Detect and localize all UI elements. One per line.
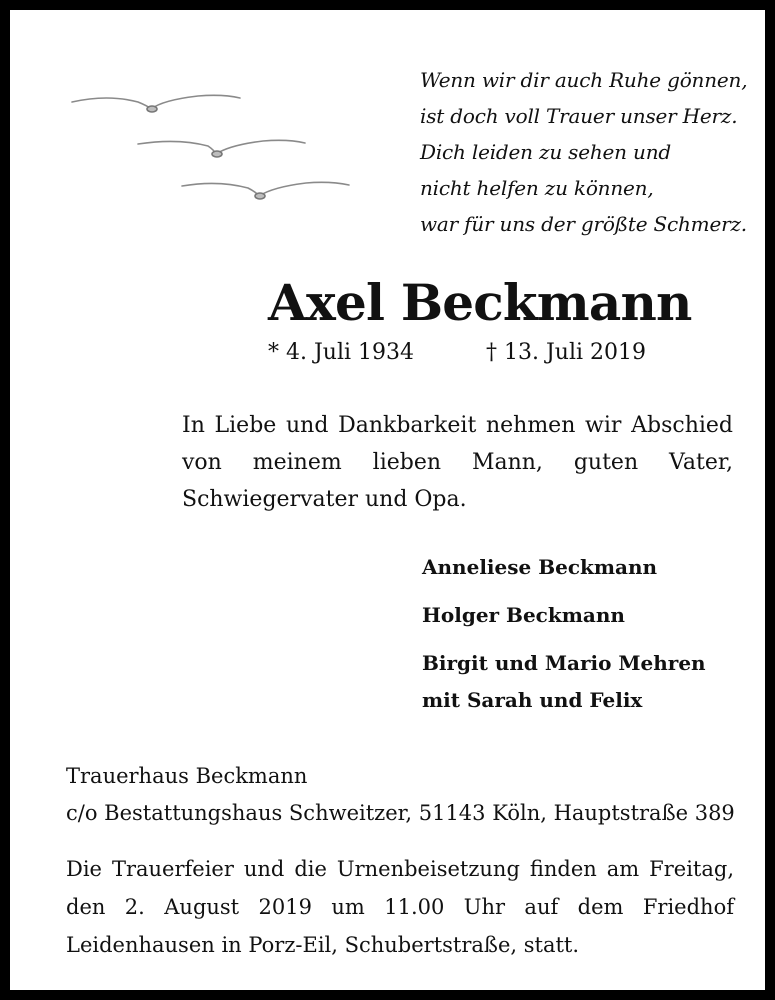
poem-line: Wenn wir dir auch Ruhe gönnen, — [420, 68, 748, 92]
death-date: † 13. Juli 2019 — [486, 340, 647, 365]
deceased-name: Axel Beckmann — [268, 273, 692, 332]
bird-icon — [72, 95, 240, 112]
mourner-name: mit Sarah und Felix — [422, 688, 643, 712]
bird-icon — [182, 182, 349, 199]
mourner-name: Holger Beckmann — [422, 603, 625, 627]
birth-date: * 4. Juli 1934 — [268, 340, 415, 365]
mourner-name: Birgit und Mario Mehren — [422, 651, 706, 675]
poem-line: ist doch voll Trauer unser Herz. — [420, 104, 738, 128]
farewell-text: In Liebe und Dankbarkeit nehmen wir Abschied von meinem lieben Mann, guten Vater, Schwiegervater und Opa. — [182, 413, 733, 512]
mourner-name: Anneliese Beckmann — [422, 555, 658, 579]
poem-line: war für uns der größte Schmerz. — [420, 212, 747, 236]
funeral-service-text: Die Trauerfeier und die Urnenbeisetzung finden am Freitag, den 2. August 2019 um 11.00 Uhr auf dem Friedhof Leidenhausen in Porz-Eil, Schubertstraße, statt. — [66, 857, 734, 957]
mourning-house-address — [66, 758, 735, 832]
flying-birds-icon — [68, 88, 358, 208]
poem-line: nicht helfen zu können, — [420, 176, 654, 200]
life-dates — [268, 338, 647, 368]
memorial-poem — [420, 62, 750, 242]
address-line: Trauerhaus Beckmann — [66, 764, 308, 788]
address-line: c/o Bestattungshaus Schweitzer, 51143 Köln, Hauptstraße 389 — [66, 801, 735, 825]
bird-icon — [138, 140, 305, 157]
poem-line: Dich leiden zu sehen und — [420, 140, 671, 164]
